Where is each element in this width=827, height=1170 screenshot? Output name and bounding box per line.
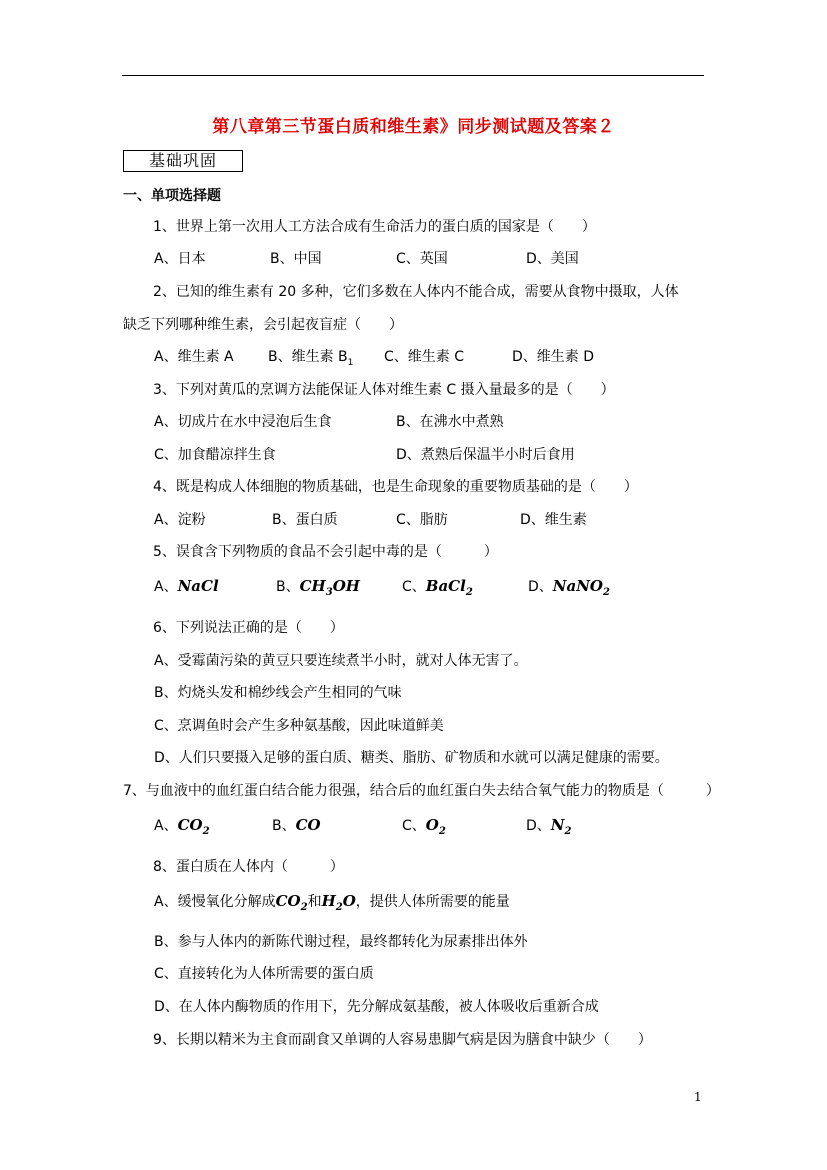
question-2: 2、已知的维生素有 20 多种，它们多数在人体内不能合成，需要从食物中摄取，人体 <box>153 284 679 300</box>
q1-option-b: B、中国 <box>270 251 322 267</box>
q3-option-b: B、在沸水中煮熟 <box>396 414 504 430</box>
q2-option-d: D、维生素 D <box>512 349 595 365</box>
q5-option-c: C、BaCl$_2$ <box>402 577 473 598</box>
q2-option-a: A、维生素 A <box>154 349 234 365</box>
question-7: 7、与血液中的血红蛋白结合能力很强，结合后的血红蛋白失去结合氧气能力的物质是（ ） <box>123 783 720 799</box>
q6-option-c: C、烹调鱼时会产生多种氨基酸，因此味道鲜美 <box>154 718 444 734</box>
header-rule <box>122 75 704 76</box>
q8-option-b: B、参与人体内的新陈代谢过程，最终都转化为尿素排出体外 <box>154 934 528 950</box>
question-9: 9、长期以精米为主食而副食又单调的人容易患脚气病是因为膳食中缺少（ ） <box>153 1032 652 1048</box>
q1-option-a: A、日本 <box>154 251 206 267</box>
page-title: 第八章第三节蛋白质和维生素》同步测试题及答案２ <box>212 117 615 137</box>
question-5: 5、误食含下列物质的食品不会引起中毒的是（ ） <box>153 544 498 560</box>
q5-option-d: D、NaNO$_2$ <box>528 577 610 598</box>
q6-option-b: B、灼烧头发和棉纱线会产生相同的气味 <box>154 685 402 701</box>
q3-option-a: A、切成片在水中浸泡后生食 <box>154 414 332 430</box>
question-2-line-2: 缺乏下列哪种维生素，会引起夜盲症（ ） <box>123 317 403 333</box>
q2-option-b: B、维生素 $B_1$ <box>268 349 354 368</box>
question-6: 6、下列说法正确的是（ ） <box>153 620 344 636</box>
page-number: 1 <box>694 1090 702 1104</box>
q7-option-d: D、$N_2$ <box>526 816 572 837</box>
question-1: 1、世界上第一次用人工方法合成有生命活力的蛋白质的国家是（ ） <box>153 219 596 235</box>
q3-option-c: C、加食醋凉拌生食 <box>154 447 276 463</box>
q4-option-a: A、淀粉 <box>154 512 206 528</box>
q7-option-c: C、$O_2$ <box>402 816 446 837</box>
q6-option-d: D、人们只要摄入足够的蛋白质、糖类、脂肪、矿物质和水就可以满足健康的需要。 <box>154 750 669 766</box>
q7-option-b: B、CO <box>272 816 321 834</box>
question-8: 8、蛋白质在人体内（ ） <box>153 859 344 875</box>
q3-option-d: D、煮熟后保温半小时后食用 <box>396 447 575 463</box>
q8-option-a: A、缓慢氧化分解成$CO_2$和$H_2O$，提供人体所需要的能量 <box>154 892 510 913</box>
q4-option-b: B、蛋白质 <box>272 512 338 528</box>
section-badge: 基础巩固 <box>123 150 243 172</box>
q8-option-c: C、直接转化为人体所需要的蛋白质 <box>154 966 374 982</box>
q5-option-a: A、NaCl <box>154 577 219 595</box>
q6-option-a: A、受霉菌污染的黄豆只要连续煮半小时，就对人体无害了。 <box>154 653 528 669</box>
q5-option-b: B、$CH_3OH$ <box>276 577 360 598</box>
q7-option-a: A、$CO_2$ <box>154 816 210 837</box>
q4-option-c: C、脂肪 <box>396 512 448 528</box>
question-4: 4、既是构成人体细胞的物质基础，也是生命现象的重要物质基础的是（ ） <box>153 479 638 495</box>
question-3: 3、下列对黄瓜的烹调方法能保证人体对维生素 C 摄入量最多的是（ ） <box>153 382 615 398</box>
section-heading: 一、单项选择题 <box>123 188 221 204</box>
q1-option-d: D、美国 <box>526 251 579 267</box>
q4-option-d: D、维生素 <box>520 512 587 528</box>
q2-option-c: C、维生素 C <box>384 349 465 365</box>
q1-option-c: C、英国 <box>396 251 448 267</box>
q8-option-d: D、在人体内酶物质的作用下，先分解成氨基酸，被人体吸收后重新合成 <box>154 999 599 1015</box>
